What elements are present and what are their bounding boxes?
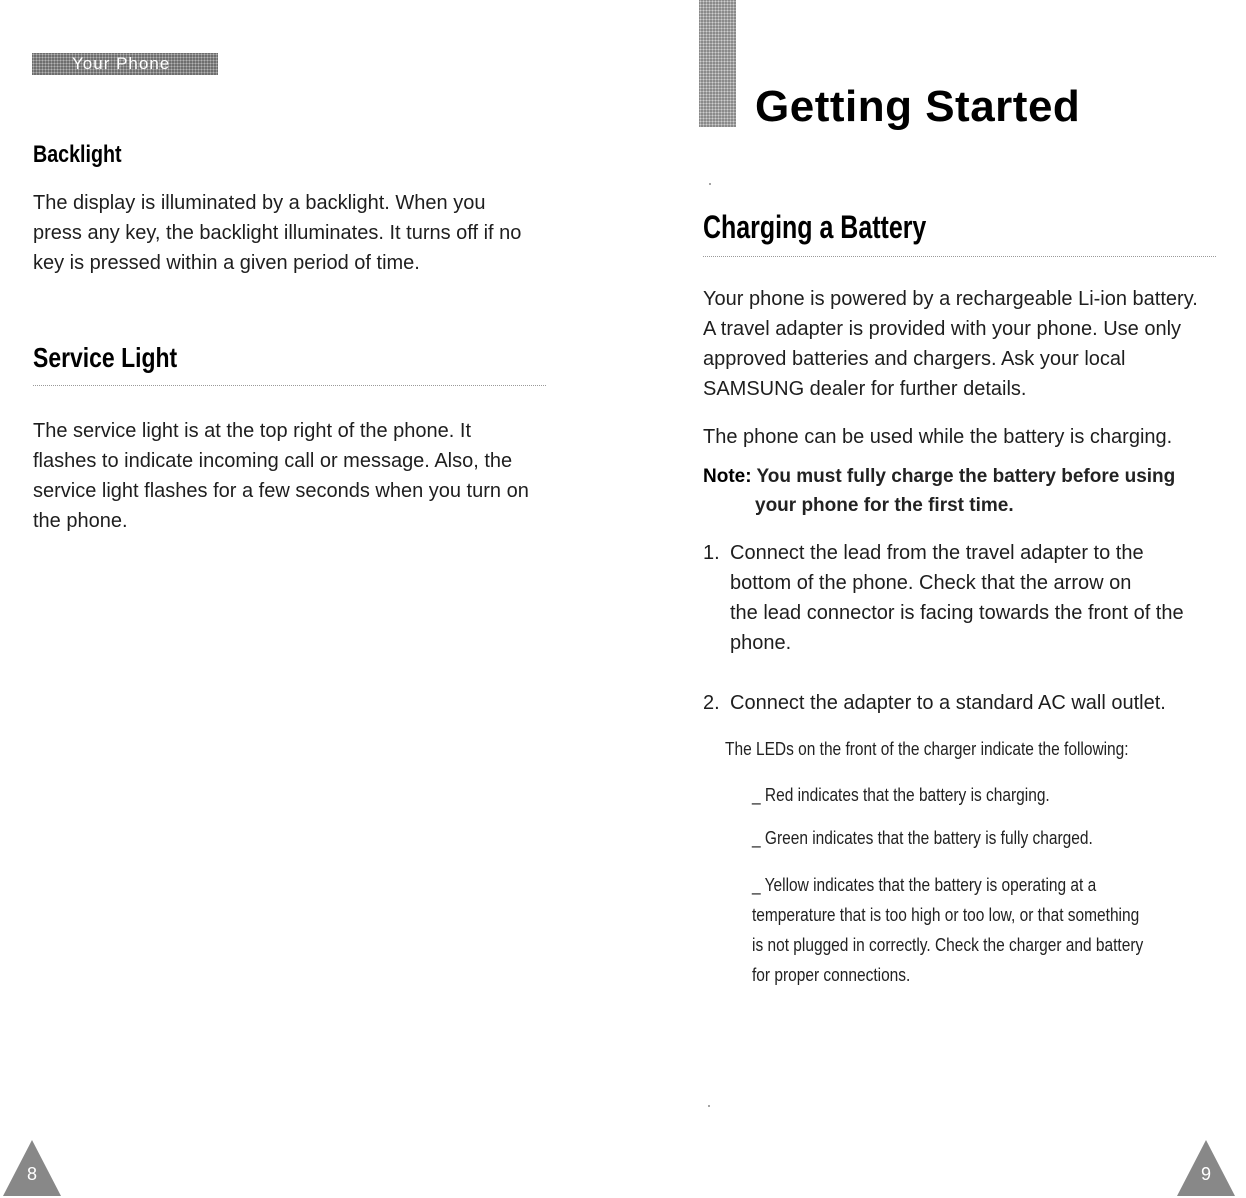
text-line: press any key, the backlight illuminates. It turns off if no (33, 222, 522, 244)
text-line: key is pressed within a given period of time. (33, 252, 420, 274)
text-line: Connect the adapter to a standard AC wall outlet. (730, 692, 1166, 714)
step-number: 1. (703, 542, 720, 564)
text-line: for proper connections. (752, 965, 911, 985)
heading-divider (33, 385, 546, 386)
text-line: phone. (730, 632, 792, 654)
page-number: 8 (26, 1164, 37, 1184)
note-box (703, 462, 1243, 520)
text-line: flashes to indicate incoming call or message. Also, the (33, 450, 513, 472)
step-number: 2. (703, 692, 720, 714)
led-intro-text: The LEDs on the front of the charger indicate the following: (725, 739, 1129, 759)
text-line: Your phone is powered by a rechargeable Li-ion battery. (703, 288, 1198, 310)
charging-battery-heading: Charging a Battery (703, 209, 927, 245)
step-item (703, 538, 1243, 658)
text-line: A travel adapter is provided with your phone. Use only (703, 318, 1182, 340)
right-page (623, 0, 1246, 1198)
chapter-title: Getting Started (755, 82, 1081, 131)
step-item (703, 688, 1243, 718)
scan-speck (709, 183, 711, 185)
text-line: Connect the lead from the travel adapter to the (730, 542, 1144, 564)
text-line: approved batteries and chargers. Ask your local (703, 348, 1126, 370)
led-red-item: _ Red indicates that the battery is charging. (752, 785, 1050, 805)
step-text (703, 688, 1243, 718)
step-text (703, 538, 1243, 658)
charging-while-using-text: The phone can be used while the battery is charging. (703, 426, 1173, 448)
text-line: service light flashes for a few seconds when you turn on (33, 480, 529, 502)
text-line: is not plugged in correctly. Check the charger and battery (752, 935, 1144, 955)
section-tab-your-phone: Your Phone (32, 53, 218, 75)
text-line: _ Yellow indicates that the battery is operating at a (752, 875, 1097, 895)
text-line: the lead connector is facing towards the front of the (730, 602, 1184, 624)
text-line: bottom of the phone. Check that the arrow on (730, 572, 1132, 594)
service-light-heading: Service Light (33, 342, 178, 373)
service-light-paragraph (33, 416, 573, 536)
text-line: temperature that is too high or too low, or that something (752, 905, 1140, 925)
backlight-paragraph (33, 188, 573, 278)
note-text: your phone for the first time. (755, 495, 1014, 516)
page-number: 9 (1200, 1164, 1211, 1184)
text-line: SAMSUNG dealer for further details. (703, 378, 1027, 400)
text-line: the phone. (33, 510, 128, 532)
note-label: Note: (703, 466, 752, 487)
text-line: The display is illuminated by a backlight. When you (33, 192, 486, 214)
text-line: The service light is at the top right of the phone. It (33, 420, 472, 442)
charging-intro-paragraph (703, 284, 1243, 404)
chapter-marker-block (699, 0, 736, 127)
backlight-heading: Backlight (33, 141, 122, 168)
heading-divider (703, 256, 1216, 257)
note-text: You must fully charge the battery before using (751, 466, 1176, 487)
scan-speck (708, 1105, 710, 1107)
led-yellow-item (752, 870, 1199, 990)
led-green-item: _ Green indicates that the battery is fully charged. (752, 828, 1093, 848)
